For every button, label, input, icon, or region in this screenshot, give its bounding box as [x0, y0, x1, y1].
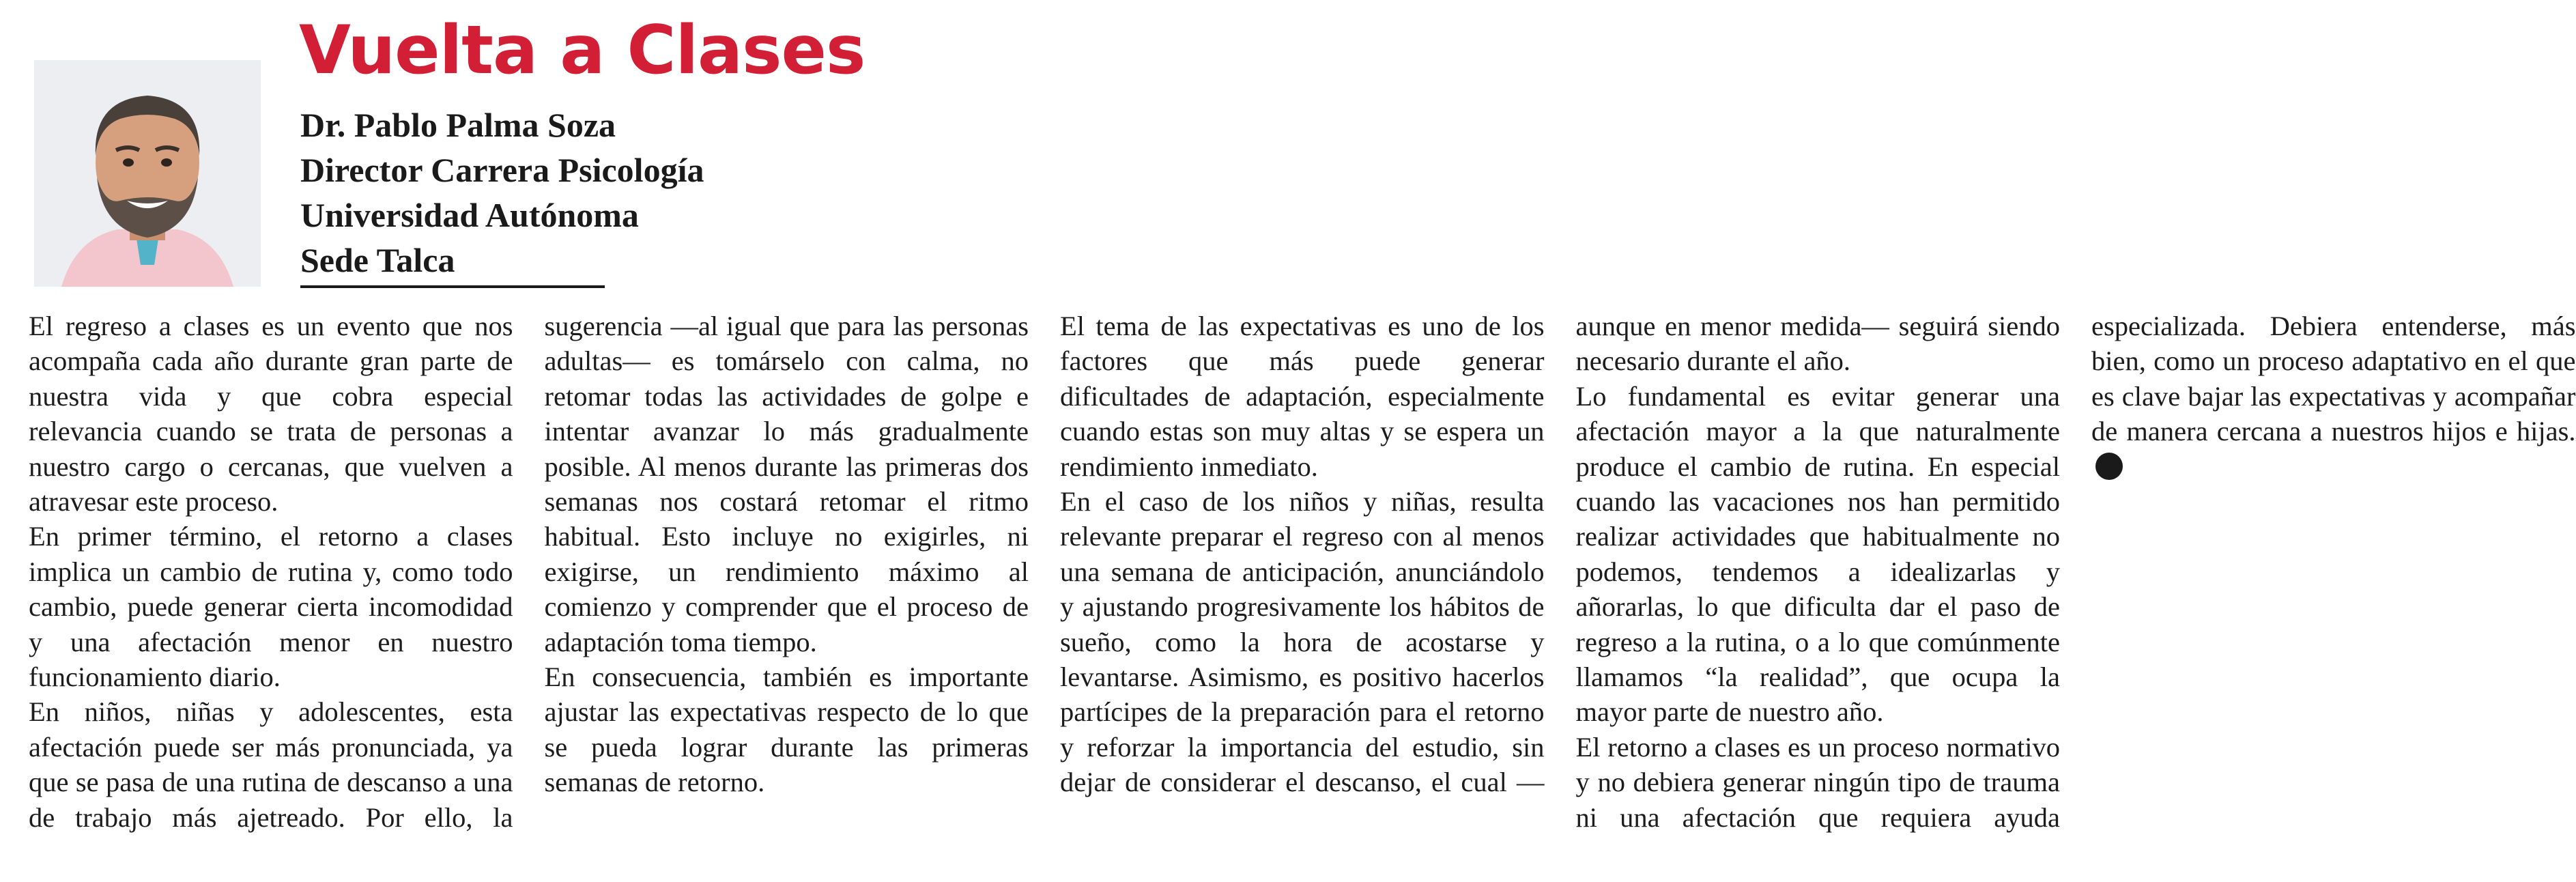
author-name: Dr. Pablo Palma Soza: [300, 106, 616, 144]
article-paragraph: En primer término, el retorno a clases implica un cambio de rutina y, como todo cambio, puede generar cierta incomodidad y una afectación menor en nuestro funcionamiento diario.: [29, 521, 513, 693]
article-paragraph: El tema de las expectativas es uno de los factores que más puede generar dificultades de adaptación, especialmente cuando estas son muy altas y se espera un rendimiento inmediato.: [1060, 311, 1545, 482]
byline-divider: [300, 285, 605, 288]
article-paragraph: Lo fundamental es evitar generar una afectación mayor a la que naturalmente produce el cambio de rutina. En especial cuando las vacaciones nos han permitido realizar actividades que habitualmente no podemos, tendemos a idealizarlas y añorarlas, lo que dificulta dar el paso de regreso a la rutina, o a lo que comúnmente llamamos “la realidad”, que ocupa la mayor parte de nuestro año.: [1575, 380, 2060, 728]
author-byline: [300, 102, 704, 283]
author-role: Director Carrera Psicología: [300, 151, 704, 189]
article-paragraph: En niños, niñas y adolescentes, esta afectación puede ser más pronunciada, ya que se pasa de una rutina de descanso a una de trabajo más ajetreado. Por ello, la sugerencia —al igual que para las personas adultas— es tomárselo con calma, no retomar todas las actividades de golpe e intentar avanzar lo más gradualmente posible. Al menos durante las primeras dos semanas nos costará retomar el ritmo habitual. Esto incluye no exigirles, ni exigirse, un rendimiento máximo al comienzo y comprender que el proceso de adaptación toma tiempo.: [29, 311, 1029, 833]
article-body: [29, 309, 2576, 868]
article-paragraph-text: El retorno a clases es un proceso normativo y no debiera generar ningún tipo de trauma ni una afectación que requiera ayuda especializada. Debiera entenderse, más bien, como un proceso adaptativo en el que es clave bajar las expectativas y acompañar de manera cercana a nuestros hijos e hijas.: [1575, 311, 2576, 833]
article-paragraph: En consecuencia, también es importante ajustar las expectativas respecto de lo que se pueda lograr durante las primeras semanas de retorno.: [544, 662, 1029, 798]
article-title: Vuelta a Clases: [299, 12, 865, 89]
author-campus: Sede Talca: [300, 241, 455, 279]
article-paragraph: El regreso a clases es un evento que nos acompaña cada año durante gran parte de nuestra vida y que cobra especial relevancia cuando se trata de personas a nuestro cargo o cercanas, que vuelven a atravesar este proceso.: [29, 311, 513, 517]
author-institution: Universidad Autónoma: [300, 196, 639, 234]
author-photo: [34, 60, 261, 287]
end-of-article-dot-icon: [2095, 453, 2123, 480]
author-portrait: [34, 60, 261, 287]
article-paragraph: En el caso de los niños y niñas, resulta relevante preparar el regreso con al menos una semana de anticipación, anunciándolo y ajustando progresivamente los hábitos de sueño, como la hora de acostarse y levantarse. Asimismo, es positivo hacerlos partícipes de la preparación para el retorno y reforzar la importancia del estudio, sin dejar de considerar el descanso, el cual —aunque en menor medida— seguirá siendo necesario durante el año.: [1060, 311, 2060, 798]
